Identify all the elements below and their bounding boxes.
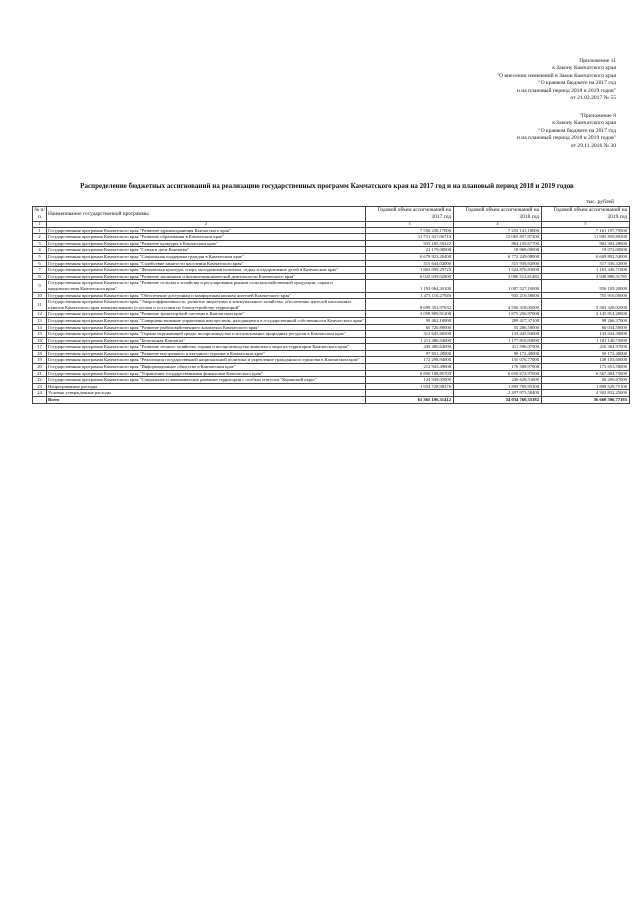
amount-2019: 1 163 446,71000 — [542, 267, 630, 274]
row-number: 13 — [33, 317, 47, 324]
amount-2018: 864 150,67700 — [454, 240, 542, 247]
table-header-row — [33, 207, 630, 222]
amount-2017: 1 193 064,30100 — [366, 280, 454, 292]
program-name: Государственная программа Камчатского края "Информационное общество в Камчатском крае" — [47, 364, 366, 371]
budget-table — [32, 206, 630, 404]
amount-2018: 1 895 769,95300 — [454, 383, 542, 390]
table-row — [33, 260, 630, 267]
amount-2017: 1 863 099,29725 — [366, 267, 454, 274]
program-name: Государственная программа Камчатского края "Реализация государственной национальной политики и укрепление гражданского единства в Камчатском крае" — [47, 357, 366, 364]
header-line: Приложение 11 — [579, 58, 616, 64]
amount-2019: 4 302 832,25000 — [542, 390, 630, 397]
amount-2019: 6 567 494,75000 — [542, 370, 630, 377]
table-row — [33, 317, 630, 324]
amount-2017: 172 298,94000 — [366, 357, 454, 364]
amount-2018: 7 253 141,18000 — [454, 227, 542, 234]
table-row — [33, 234, 630, 241]
amount-2017: 3 058 809,91200 — [366, 311, 454, 318]
col-header-name: Наименование государственной программы — [47, 207, 366, 222]
header-line: и на плановый период 2018 и 2019 годов" — [516, 87, 616, 94]
amount-2019: 50 172,40000 — [542, 350, 630, 357]
row-number: 21 — [33, 370, 47, 377]
amount-2019: 138 103,60000 — [542, 357, 630, 364]
program-name: Государственная программа Камчатского края "Совершенствование управления имуществом, находящимся в государственной собственности Камчатского края" — [48, 317, 364, 323]
amount-2018: 6 650 672,97000 — [454, 370, 542, 377]
row-number: 16 — [33, 337, 47, 344]
row-number: 11 — [33, 299, 47, 311]
amount-2018: 1 007 527,10000 — [454, 280, 542, 292]
amount-2019: 60 034,50000 — [542, 324, 630, 331]
table-row — [33, 227, 630, 234]
program-name: Государственная программа Камчатского края "Управление государственными финансами Камчатского края" — [47, 370, 366, 377]
program-name: Государственная программа Камчатского края "Развитие транспортной системы в Камчатском крае" — [47, 311, 366, 318]
amount-2017: 1 211 486,54000 — [366, 337, 454, 344]
program-name: Государственная программа Камчатского края "Семья и дети Камчатки" — [47, 247, 366, 254]
col-header-no: № п/п — [34, 207, 45, 220]
amount-2017: 11 751 437,06713 — [366, 234, 454, 241]
amount-2017 — [366, 390, 454, 397]
amount-2018: 135 076,77000 — [454, 357, 542, 364]
amount-2019: 19 072,00000 — [542, 247, 630, 254]
amount-2017: 212 943,49000 — [366, 364, 454, 371]
row-number: 19 — [33, 357, 47, 364]
row-number: 7 — [33, 267, 47, 274]
header-line: и на плановый период 2018 и 2019 годов" — [516, 135, 616, 142]
row-number: 8 — [33, 273, 47, 280]
appendix-header-old — [517, 113, 616, 150]
program-name: Государственная программа Камчатского края "Содействие занятости населения Камчатского края" — [47, 260, 366, 267]
amount-2019: 1 181 140,73000 — [542, 337, 630, 344]
row-number: 6 — [33, 260, 47, 267]
col-header-2018: Годовой объем ассигнований на 2018 год — [454, 207, 542, 222]
amount-2019: 11 905 859,89300 — [542, 234, 630, 241]
amount-2019: 755 916,00000 — [542, 292, 630, 299]
row-number: 17 — [33, 344, 47, 351]
amount-2019: 133 434,39000 — [542, 331, 630, 338]
unit-label: тыс. рублей — [586, 199, 614, 205]
row-number: 5 — [33, 253, 47, 260]
amount-2017: 515 644,02000 — [366, 260, 454, 267]
table-row — [33, 350, 630, 357]
program-name: Государственная программа Камчатского края "Физическая культура, спорт, молодежная политика, отдых и оздоровление детей в Камчатском крае" — [47, 267, 366, 274]
amount-2019: 517 336,32000 — [542, 260, 630, 267]
amount-2019: 173 653,58000 — [542, 364, 630, 371]
amount-2018: 289 417,37100 — [454, 317, 542, 324]
amount-2017: 8 699 352,97632 — [366, 299, 454, 311]
amount-2017: 65 720,80000 — [366, 324, 454, 331]
amount-2018: 935 219,58600 — [454, 292, 542, 299]
program-name: Государственная программа Камчатского края "Развитие рыбохозяйственного комплекса Камчатского края" — [47, 324, 366, 331]
amount-2019: 416 364,97000 — [542, 344, 630, 351]
row-number: 23 — [33, 383, 47, 390]
table-row — [33, 383, 630, 390]
table-row — [33, 370, 630, 377]
row-number: 1 — [33, 227, 47, 234]
amount-2018: 4 556 318,05000 — [454, 299, 542, 311]
table-row — [33, 377, 630, 384]
amount-2019: 956 109,20000 — [542, 280, 630, 292]
index-cell: 2 — [47, 222, 366, 228]
col-header-2019: Годовой объем ассигнований на 2019 год — [542, 207, 630, 222]
table-row — [33, 292, 630, 299]
amount-2019: 3 948 888,51785 — [542, 273, 630, 280]
header-line: "О краевом бюджете на 2017 год — [538, 127, 616, 134]
amount-2018: 3 086 512,61482 — [454, 273, 542, 280]
amount-2017: 7 556 238,17000 — [366, 227, 454, 234]
program-name: Государственная программа Камчатского края "Социальная поддержка граждан в Камчатском крае" — [47, 253, 366, 260]
program-name: Государственная программа Камчатского края "Развитие здравоохранения Камчатского края" — [47, 227, 366, 234]
amount-2019: 902 302,28000 — [542, 240, 630, 247]
total-2018: 54 034 760,35382 — [454, 397, 542, 404]
row-number: 4 — [33, 247, 47, 254]
table-row — [33, 331, 630, 338]
program-name: Государственная программа Камчатского края "Энергоэффективность, развитие энергетики и коммунального хозяйства, обеспечение жителей населенных пунктов Камчатского края коммунальными услугами и услугами по благоустройству территорий" — [47, 299, 366, 311]
table-row — [33, 247, 630, 254]
index-cell: 5 — [542, 222, 630, 228]
amount-2018: 176 588,97000 — [454, 364, 542, 371]
amount-2018: 133 445,94000 — [454, 331, 542, 338]
table-row — [33, 299, 630, 311]
table-row — [33, 364, 630, 371]
program-name: Государственная программа Камчатского края "Развитие лесного хозяйства, охрана и воспроизводство животного мира на территории Камчатского края" — [47, 344, 366, 351]
table-row — [33, 273, 630, 280]
amount-2018: 515 939,92000 — [454, 260, 542, 267]
amount-2018: 411 596,07000 — [454, 344, 542, 351]
index-cell: 1 — [33, 222, 47, 228]
row-number: 14 — [33, 324, 47, 331]
amount-2019: 6 609 892,54000 — [542, 253, 630, 260]
amount-2017: 313 645,60500 — [366, 331, 454, 338]
program-name: Государственная программа Камчатского края "Обеспечение доступным и комфортным жильем жителей Камчатского края" — [47, 292, 366, 299]
total-row — [33, 397, 630, 404]
amount-2018: 1 324 876,83000 — [454, 267, 542, 274]
program-name: Государственная программа Камчатского края "Развитие культуры в Камчатском крае" — [47, 240, 366, 247]
amount-2018: 1 177 810,03000 — [454, 337, 542, 344]
program-name: Государственная программа Камчатского края "Безопасная Камчатка" — [47, 337, 366, 344]
amount-2018: 55 286,50000 — [454, 324, 542, 331]
row-number: 10 — [33, 292, 47, 299]
table-row — [33, 240, 630, 247]
amount-2017: 21 179,00000 — [366, 247, 454, 254]
header-line: к Закону Камчатского края — [552, 120, 616, 127]
amount-2018: 1 875 256,97000 — [454, 311, 542, 318]
program-name: Государственная программа Камчатского края "Развитие образования в Камчатском крае" — [47, 234, 366, 241]
header-line: "О внесении изменений в Закон Камчатского края — [496, 72, 616, 79]
table-row — [33, 337, 630, 344]
col-header-2017: Годовой объем ассигнований на 2017 год — [366, 207, 454, 222]
table-row — [33, 253, 630, 260]
amount-2018: 18 968,00000 — [454, 247, 542, 254]
header-line: от 29.11.2016 № 30 — [570, 142, 616, 149]
amount-2019: 5 503 328,02000 — [542, 299, 630, 311]
amount-2017: 1 954 728,98276 — [366, 383, 454, 390]
row-number: 18 — [33, 350, 47, 357]
program-name: Государственная программа Камчатского края "Развитие экономики и внешнеэкономической деятельности Камчатского края" — [47, 273, 366, 280]
amount-2018: 90 172,40000 — [454, 350, 542, 357]
program-name: Непрограммные расходы — [47, 383, 366, 390]
amount-2017: 449 480,64000 — [366, 344, 454, 351]
amount-2017: 933 185,59222 — [366, 240, 454, 247]
header-line: к Закону Камчатского края — [552, 65, 616, 72]
total-2017: 61 365 196,31412 — [366, 397, 454, 404]
table-row — [33, 357, 630, 364]
amount-2017: 6 679 923,20400 — [366, 253, 454, 260]
amount-2017: 97 831,28000 — [366, 350, 454, 357]
amount-2018: 2 497 975,58400 — [454, 390, 542, 397]
table-row — [33, 311, 630, 318]
amount-2017: 99 462,10000 — [366, 317, 454, 324]
amount-2017: 124 938,05000 — [366, 377, 454, 384]
total-no-cell — [33, 397, 47, 404]
total-label: Всего — [47, 397, 366, 404]
row-number: 20 — [33, 364, 47, 371]
row-number: 2 — [33, 234, 47, 241]
program-name: Государственная программа Камчатского края "Охрана окружающей среды, воспроизводство и использование природных ресурсов в Камчатском крае" — [47, 331, 366, 338]
appendix-header-new — [497, 58, 616, 102]
row-number: 12 — [33, 311, 47, 318]
amount-2019: 2 145 914,28000 — [542, 311, 630, 318]
header-line: от 21.02.2017 № 55 — [570, 95, 616, 102]
amount-2018: 236 628,51600 — [454, 377, 542, 384]
table-body — [33, 227, 630, 396]
amount-2019: 98 266,37000 — [542, 317, 630, 324]
amount-2017: 1 473 110,27949 — [366, 292, 454, 299]
program-name: Государственная программа Камчатского края "Социальное и экономическое развитие территории с особым статусом "Корякский округ" — [47, 377, 366, 384]
table-row — [33, 344, 630, 351]
row-number: 15 — [33, 331, 47, 338]
amount-2019: 56 299,67000 — [542, 377, 630, 384]
program-name: Условно утвержденные расходы — [47, 390, 366, 397]
table-row — [33, 324, 630, 331]
row-number: 3 — [33, 240, 47, 247]
index-cell: 3 — [366, 222, 454, 228]
program-name: Государственная программа Камчатского края "Развитие внутреннего и въездного туризма в Камчатском крае" — [47, 350, 366, 357]
program-name: Государственная программа Камчатского края "Развитие сельского хозяйства и регулирование рынков сельскохозяйственной продукции, сырья и продовольствия Камчатского края" — [47, 280, 366, 292]
amount-2019: 1 898 529,75100 — [542, 383, 630, 390]
total-2019: 56 660 596,77185 — [542, 397, 630, 404]
header-line: "Приложение 8 — [579, 113, 616, 119]
header-line: "О краевом бюджете на 2017 год — [538, 80, 616, 87]
document-title: Распределение бюджетных ассигнований на реализацию государственных программ Камчатского края на 2017 год и на плановый период 2018 и 2019 годов — [80, 182, 574, 190]
table-row — [33, 390, 630, 397]
index-cell: 4 — [454, 222, 542, 228]
amount-2018: 6 772 249,08000 — [454, 253, 542, 260]
amount-2018: 12 065 857,97200 — [454, 234, 542, 241]
table-row — [33, 280, 630, 292]
amount-2019: 7 161 197,79000 — [542, 227, 630, 234]
row-number: 22 — [33, 377, 47, 384]
amount-2017: 6 850 188,85705 — [366, 370, 454, 377]
row-number: 24 — [33, 390, 47, 397]
table-row — [33, 267, 630, 274]
row-number: 9 — [33, 280, 47, 292]
amount-2017: 6 025 039,02800 — [366, 273, 454, 280]
